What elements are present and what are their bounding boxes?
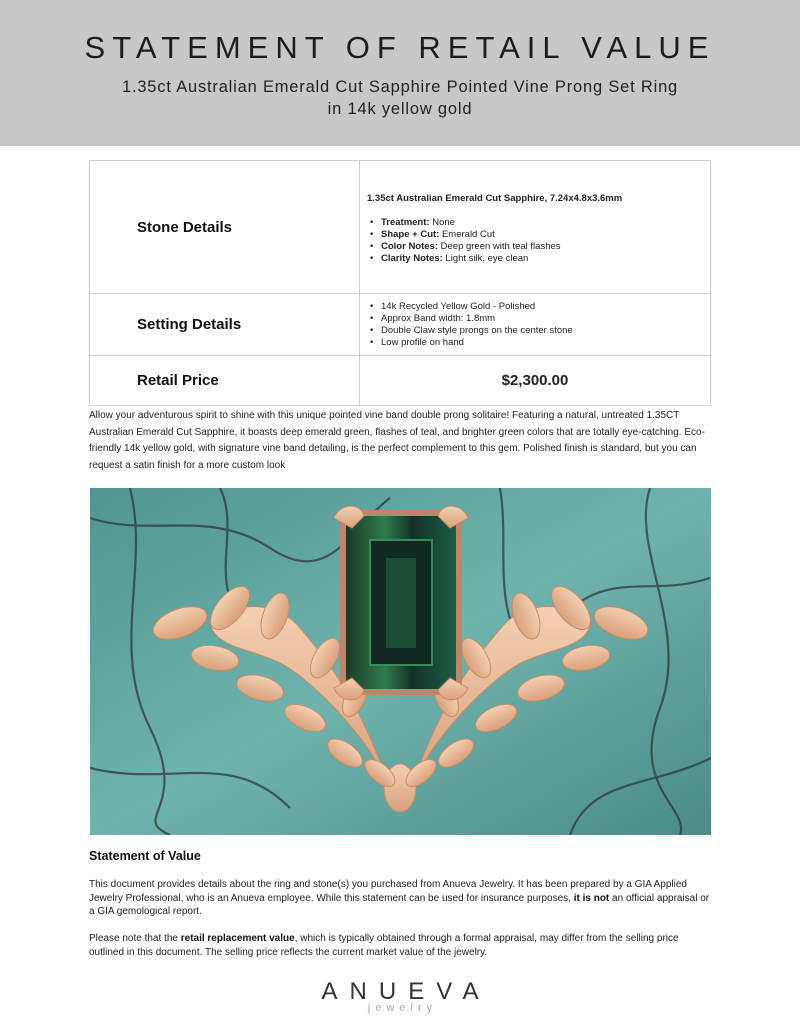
retail-price-label: Retail Price xyxy=(90,356,360,406)
details-table xyxy=(89,160,711,406)
document-subtitle xyxy=(90,76,710,120)
stone-heading: 1.35ct Australian Emerald Cut Sapphire, 7.24x4.8x3.6mm xyxy=(367,193,623,204)
document-title: STATEMENT OF RETAIL VALUE xyxy=(84,30,716,65)
setting-details-list xyxy=(367,301,710,349)
list-item: • Shape + Cut: Emerald Cut xyxy=(381,229,710,241)
list-item: • Clarity Notes: Light silk, eye clean xyxy=(381,253,710,265)
list-item: • Low profile on hand xyxy=(381,337,710,349)
ring-illustration xyxy=(90,488,711,835)
stone-details-label: Stone Details xyxy=(90,161,360,294)
document-header xyxy=(0,0,800,146)
list-item: • Color Notes: Deep green with teal flashes xyxy=(381,241,710,253)
retail-price-row xyxy=(90,356,711,406)
ring-photo xyxy=(90,488,711,835)
setting-details-label: Setting Details xyxy=(90,294,360,356)
stone-details-content xyxy=(360,161,711,294)
retail-price-value: $2,300.00 xyxy=(360,356,711,406)
list-item: • Treatment: None xyxy=(381,217,710,229)
logo-brand: ANUEVA xyxy=(321,978,491,1005)
anueva-logo xyxy=(0,978,800,1014)
statement-of-value-title: Statement of Value xyxy=(89,849,201,863)
subtitle-line-1: 1.35ct Australian Emerald Cut Sapphire Pointed Vine Prong Set Ring xyxy=(121,78,679,96)
logo-subtitle: jewelry xyxy=(367,1002,438,1014)
setting-details-content xyxy=(360,294,711,356)
list-item: • 14k Recycled Yellow Gold - Polished xyxy=(381,301,710,313)
list-item: • Double Claw style prongs on the center stone xyxy=(381,325,710,337)
statement-paragraph-2: Please note that the retail replacement value, which is typically obtained through a formal appraisal, may differ from the selling price outlined in this document. The selling price reflects the current market value of the jewelry. xyxy=(89,933,679,958)
stone-details-list xyxy=(367,217,710,265)
product-description: Allow your adventurous spirit to shine with this unique pointed vine band double prong solitaire! Featuring a natural, untreated 1.35CT Australian Emerald Cut Sapphire, it boasts deep emerald green, flashes of teal, and brighter green colors that are totally eye-catching. Eco-friendly 14k yellow gold, with signature vine band detailing, is the perfect complement to this gem. Polished finish is standard, but you can request a satin finish for a more custom look xyxy=(89,410,705,471)
stone-details-row xyxy=(90,161,711,294)
statement-paragraph-1: This document provides details about the ring and stone(s) you purchased from Anueva Jewelry. It has been prepared by a GIA Applied Jewelry Professional, who is an Anueva employee. While this statement can be used for insurance purposes, it is not an official appraisal or a GIA gemological report. xyxy=(89,879,710,917)
setting-details-row xyxy=(90,294,711,356)
list-item: • Approx Band width: 1.8mm xyxy=(381,313,710,325)
subtitle-line-2: in 14k yellow gold xyxy=(327,100,473,118)
